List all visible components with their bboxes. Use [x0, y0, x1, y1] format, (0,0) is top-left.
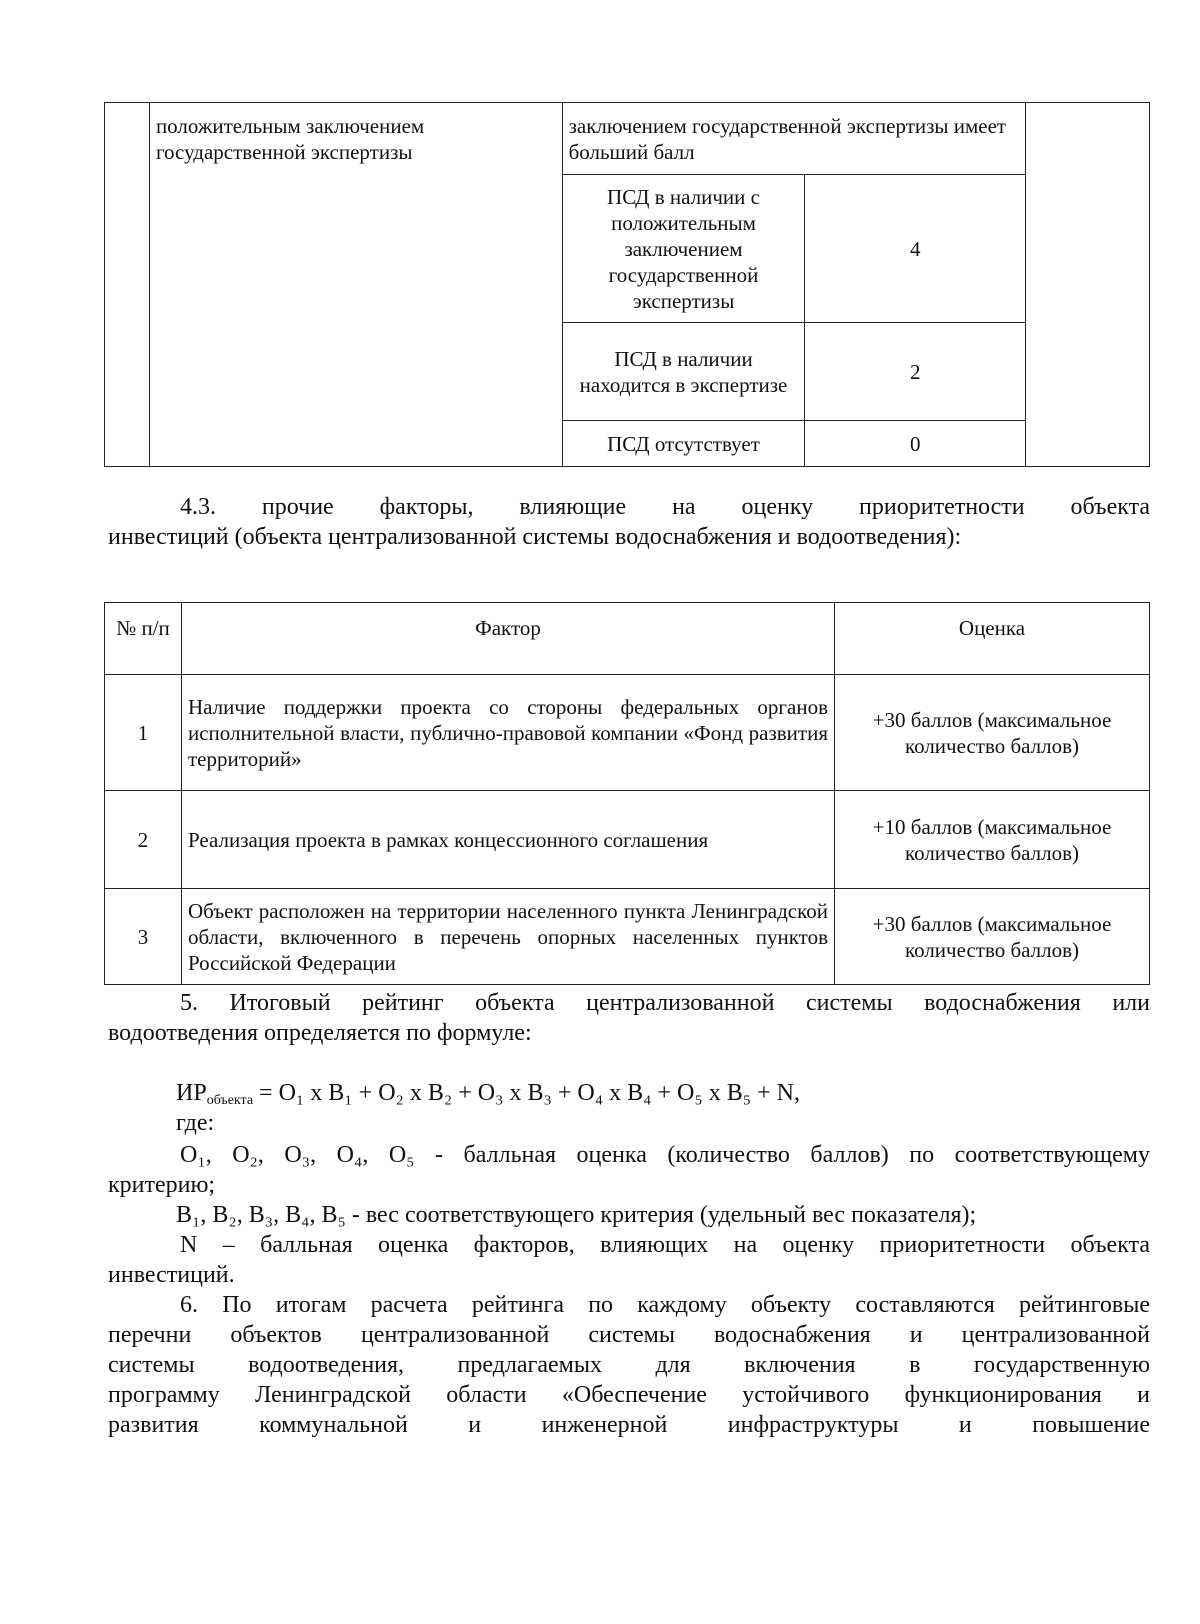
section-6-line4: программу Ленинградской области «Обеспечение устойчивого функционирования и	[108, 1382, 1150, 1408]
section-6-line5: развития коммунальной и инженерной инфраструктуры и повышение	[108, 1412, 1150, 1438]
definition-n-line1: N – балльная оценка факторов, влияющих на оценку приоритетности объекта	[180, 1232, 1150, 1258]
factors-header-num: № п/п	[105, 603, 182, 675]
formula-line	[176, 1078, 1150, 1108]
criteria-num-cell	[105, 103, 150, 467]
factor-row-num: 1	[105, 675, 182, 791]
criteria-table-continuation	[104, 102, 1150, 467]
formula-rhs: = O₁ x B₁ + O₂ x B₂ + O₃ x B₃ + O₄ x B₄ + O₅ x B₅ + N,	[259, 1080, 800, 1106]
psd-option-label: ПСД в наличии с положительным заключением государственной экспертизы	[562, 175, 805, 323]
factor-row-score: +30 баллов (максимальное количество баллов)	[835, 675, 1150, 791]
factor-row-text: Объект расположен на территории населенного пункта Ленинградской области, включенного в перечень опорных населенных пунктов Российской Федерации	[182, 889, 835, 985]
factor-row-text: Наличие поддержки проекта со стороны федеральных органов исполнительной власти, публично-правовой компании «Фонд развития территорий»	[182, 675, 835, 791]
section-4-3-line1: 4.3. прочие факторы, влияющие на оценку приоритетности объекта	[180, 494, 1150, 520]
definition-o-line2: критерию;	[108, 1172, 216, 1198]
section-4-3-line2: инвестиций (объекта централизованной системы водоснабжения и водоотведения):	[108, 524, 962, 550]
definition-n-line2: инвестиций.	[108, 1262, 235, 1288]
definitions	[108, 1140, 1150, 1290]
section-5	[108, 988, 1150, 1048]
section-6	[108, 1290, 1150, 1440]
formula-lhs-sub: объекта	[206, 1093, 254, 1108]
criteria-name-cell: положительным заключением государственной экспертизы	[149, 103, 562, 467]
factor-row-text: Реализация проекта в рамках концессионного соглашения	[182, 791, 835, 889]
formula-where: где:	[176, 1110, 215, 1136]
psd-option-label: ПСД в наличии находится в экспертизе	[562, 323, 805, 421]
criteria-weight-cell	[1026, 103, 1150, 467]
section-5-line2: водоотведения определяется по формуле:	[108, 1020, 532, 1046]
criteria-desc-cell: заключением государственной экспертизы имеет больший балл	[562, 103, 1026, 175]
definition-b-line: B₁, B₂, B₃, B₄, B₅ - вес соответствующего критерия (удельный вес показателя);	[176, 1202, 977, 1228]
factors-table	[104, 602, 1150, 985]
formula	[108, 1078, 1150, 1138]
section-5-line1: 5. Итоговый рейтинг объекта централизованной системы водоснабжения или	[180, 990, 1150, 1016]
factor-row-num: 2	[105, 791, 182, 889]
factor-row-score: +30 баллов (максимальное количество баллов)	[835, 889, 1150, 985]
psd-option-score: 0	[805, 421, 1026, 467]
section-6-line1: 6. По итогам расчета рейтинга по каждому объекту составляются рейтинговые	[180, 1292, 1150, 1318]
factors-header-factor: Фактор	[182, 603, 835, 675]
factor-row-num: 3	[105, 889, 182, 985]
section-6-line3: системы водоотведения, предлагаемых для включения в государственную	[108, 1352, 1150, 1378]
definition-o-line1: O₁, O₂, O₃, O₄, O₅ - балльная оценка (количество баллов) по соответствующему	[180, 1142, 1150, 1168]
psd-option-score: 2	[805, 323, 1026, 421]
psd-option-score: 4	[805, 175, 1026, 323]
factor-row-score: +10 баллов (максимальное количество баллов)	[835, 791, 1150, 889]
factors-header-score: Оценка	[835, 603, 1150, 675]
formula-lhs: ИР	[176, 1080, 207, 1106]
section-6-line2: перечни объектов централизованной системы водоснабжения и централизованной	[108, 1322, 1150, 1348]
psd-option-label: ПСД отсутствует	[562, 421, 805, 467]
section-4-3	[108, 492, 1150, 552]
